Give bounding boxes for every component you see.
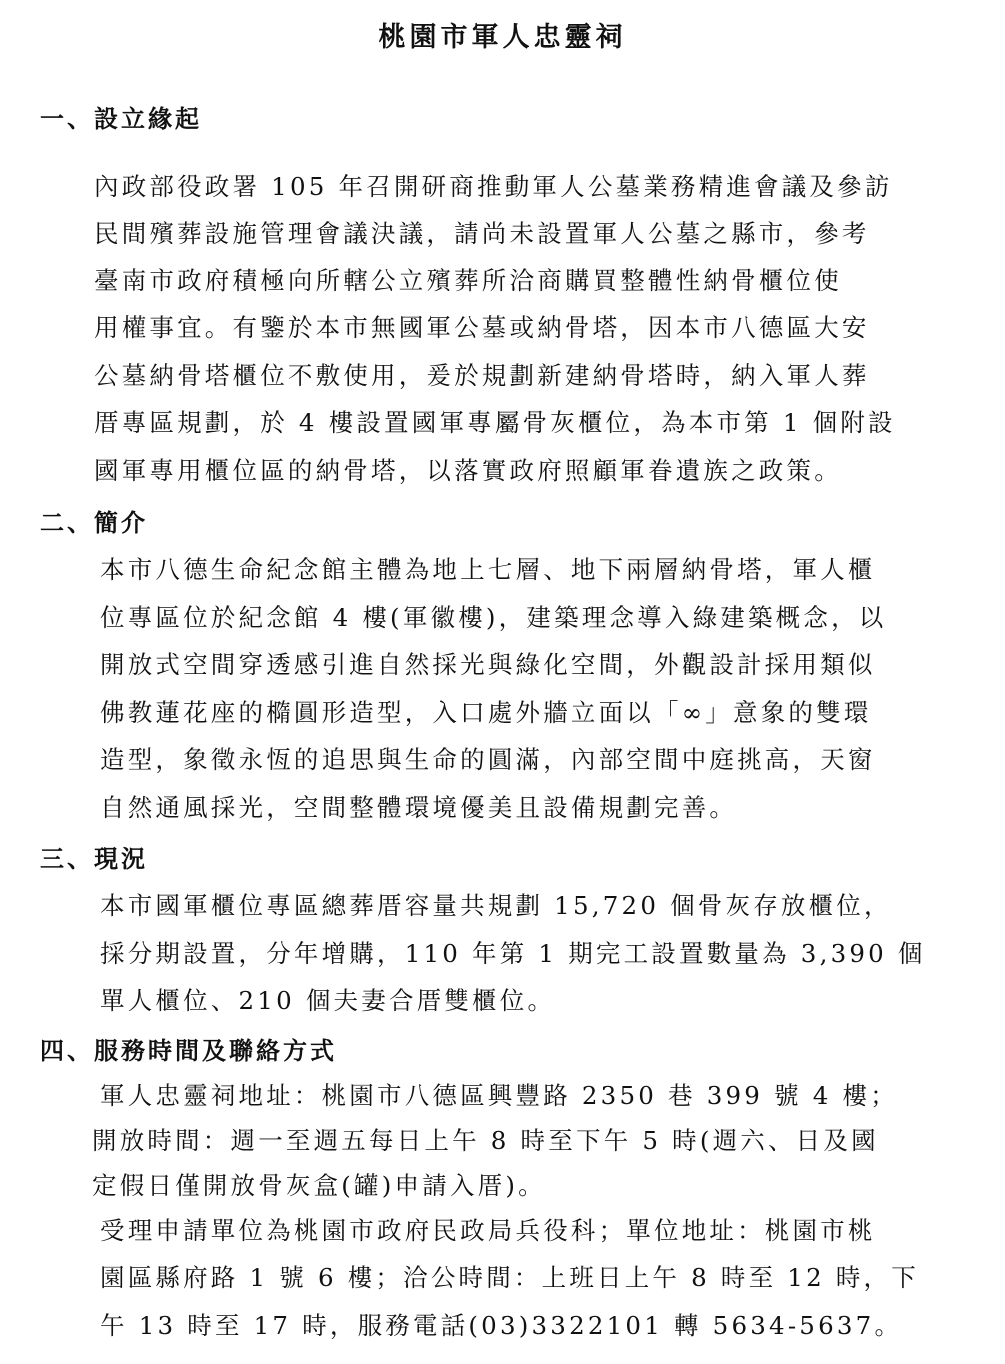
document-title: 桃園市軍人忠靈祠 [378,22,627,53]
section-contact-line: 午 13 時至 17 時，服務電話(03)3322101 轉 5634-5637。 [100,1311,903,1340]
section-contact-line: 受理申請單位為桃園市政府民政局兵役科；單位地址：桃園市桃 [100,1216,876,1245]
section-heading-origin: 一、設立緣起 [40,104,202,133]
section-heading-status: 三、現況 [40,844,148,873]
section-origin-line: 國軍專用櫃位區的納骨塔，以落實政府照顧軍眷遺族之政策。 [94,456,842,485]
section-origin-line: 用權事宜。有鑒於本市無國軍公墓或納骨塔，因本市八德區大安 [94,313,870,342]
section-intro-line: 造型，象徵永恆的追思與生命的圓滿，內部空間中庭挑高，天窗 [100,745,876,774]
section-intro-line: 本市八德生命紀念館主體為地上七層、地下兩層納骨塔，軍人櫃 [100,555,876,584]
section-status-line: 採分期設置，分年增購，110 年第 1 期完工設置數量為 3,390 個 [100,939,926,968]
section-origin-line: 公墓納骨塔櫃位不敷使用，爰於規劃新建納骨塔時，納入軍人葬 [94,361,870,390]
section-intro-line: 佛教蓮花座的橢圓形造型，入口處外牆立面以「∞」意象的雙環 [100,698,872,727]
section-origin-line: 內政部役政署 105 年召開研商推動軍人公墓業務精進會議及參訪 [94,172,893,201]
section-heading-intro: 二、簡介 [40,508,148,537]
section-intro-line: 自然通風採光，空間整體環境優美且設備規劃完善。 [100,793,738,822]
section-origin-line: 民間殯葬設施管理會議決議，請尚未設置軍人公墓之縣市，參考 [94,219,870,248]
section-origin-line: 臺南市政府積極向所轄公立殯葬所洽商購買整體性納骨櫃位使 [94,266,842,295]
section-contact-line: 軍人忠靈祠地址：桃園市八德區興豐路 2350 巷 399 號 4 樓； [100,1081,898,1110]
section-status-line: 本市國軍櫃位專區總葬厝容量共規劃 15,720 個骨灰存放櫃位， [100,891,892,920]
section-intro-line: 位專區位於紀念館 4 樓(軍徽樓)，建築理念導入綠建築概念，以 [100,603,887,632]
section-contact-line: 開放時間：週一至週五每日上午 8 時至下午 5 時(週六、日及國 [92,1126,879,1155]
section-intro-line: 開放式空間穿透感引進自然採光與綠化空間，外觀設計採用類似 [100,650,876,679]
section-contact-line: 園區縣府路 1 號 6 樓；洽公時間：上班日上午 8 時至 12 時，下 [100,1263,919,1292]
section-contact-line: 定假日僅開放骨灰盒(罐)申請入厝)。 [92,1171,546,1200]
section-heading-contact: 四、服務時間及聯絡方式 [40,1036,337,1065]
section-status-line: 單人櫃位、210 個夫妻合厝雙櫃位。 [100,986,556,1015]
section-origin-line: 厝專區規劃，於 4 樓設置國軍專屬骨灰櫃位，為本市第 1 個附設 [94,408,896,437]
